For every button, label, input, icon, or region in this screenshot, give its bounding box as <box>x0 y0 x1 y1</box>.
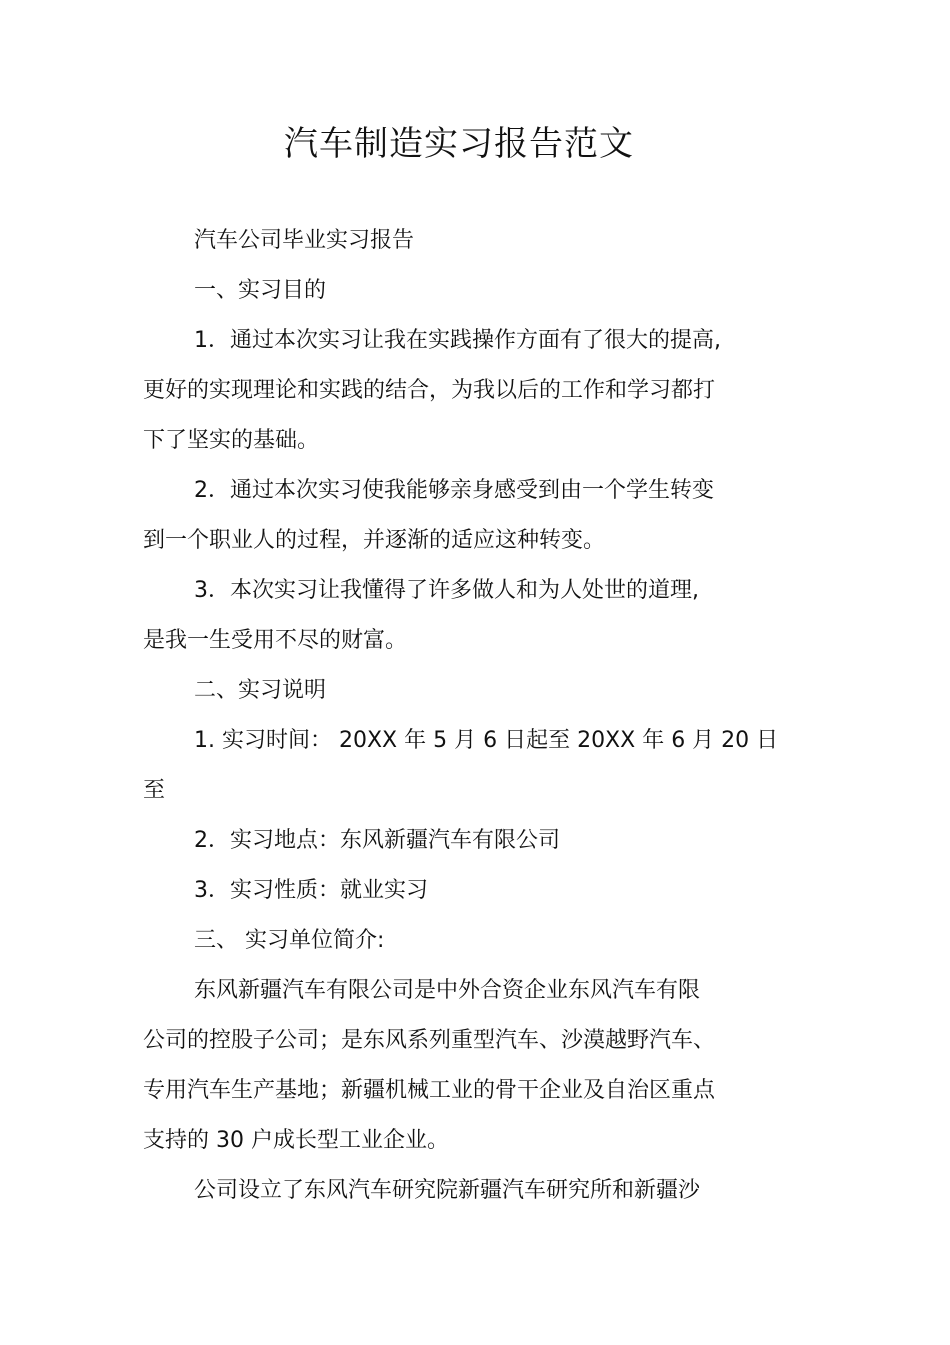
paragraph-line: 3．本次实习让我懂得了许多做人和为人处世的道理, <box>194 578 699 603</box>
paragraph-line: 1. 实习时间： 20XX 年 5 月 6 日起至 20XX 年 6 月 20 日 <box>194 728 779 753</box>
paragraph-line: 3．实习性质：就业实习 <box>194 878 428 903</box>
paragraph-line: 2．通过本次实习使我能够亲身感受到由一个学生转变 <box>194 478 714 503</box>
paragraph-line: 公司的控股子公司；是东风系列重型汽车、沙漠越野汽车、 <box>143 1028 716 1053</box>
paragraph-line: 专用汽车生产基地；新疆机械工业的骨干企业及自治区重点 <box>143 1078 716 1103</box>
paragraph-line: 支持的 30 户成长型工业企业。 <box>143 1128 449 1153</box>
report-subtitle: 汽车公司毕业实习报告 <box>194 228 415 253</box>
paragraph-line: 东风新疆汽车有限公司是中外合资企业东风汽车有限 <box>194 978 701 1003</box>
paragraph-line: 至 <box>143 778 166 803</box>
section-heading-description: 二、实习说明 <box>194 678 327 703</box>
paragraph-line: 到一个职业人的过程，并逐渐的适应这种转变。 <box>143 528 606 553</box>
paragraph-line: 1．通过本次实习让我在实践操作方面有了很大的提高, <box>194 328 721 353</box>
paragraph-line: 是我一生受用不尽的财富。 <box>143 628 408 653</box>
paragraph-line: 下了坚实的基础。 <box>143 428 320 453</box>
section-heading-purpose: 一、实习目的 <box>194 278 327 303</box>
paragraph-line: 更好的实现理论和实践的结合，为我以后的工作和学习都打 <box>143 378 716 403</box>
paragraph-line: 公司设立了东风汽车研究院新疆汽车研究所和新疆沙 <box>194 1178 701 1203</box>
paragraph-line: 2．实习地点：东风新疆汽车有限公司 <box>194 828 560 853</box>
section-heading-company: 三、 实习单位简介: <box>194 928 385 953</box>
document-title: 汽车制造实习报告范文 <box>284 124 634 164</box>
